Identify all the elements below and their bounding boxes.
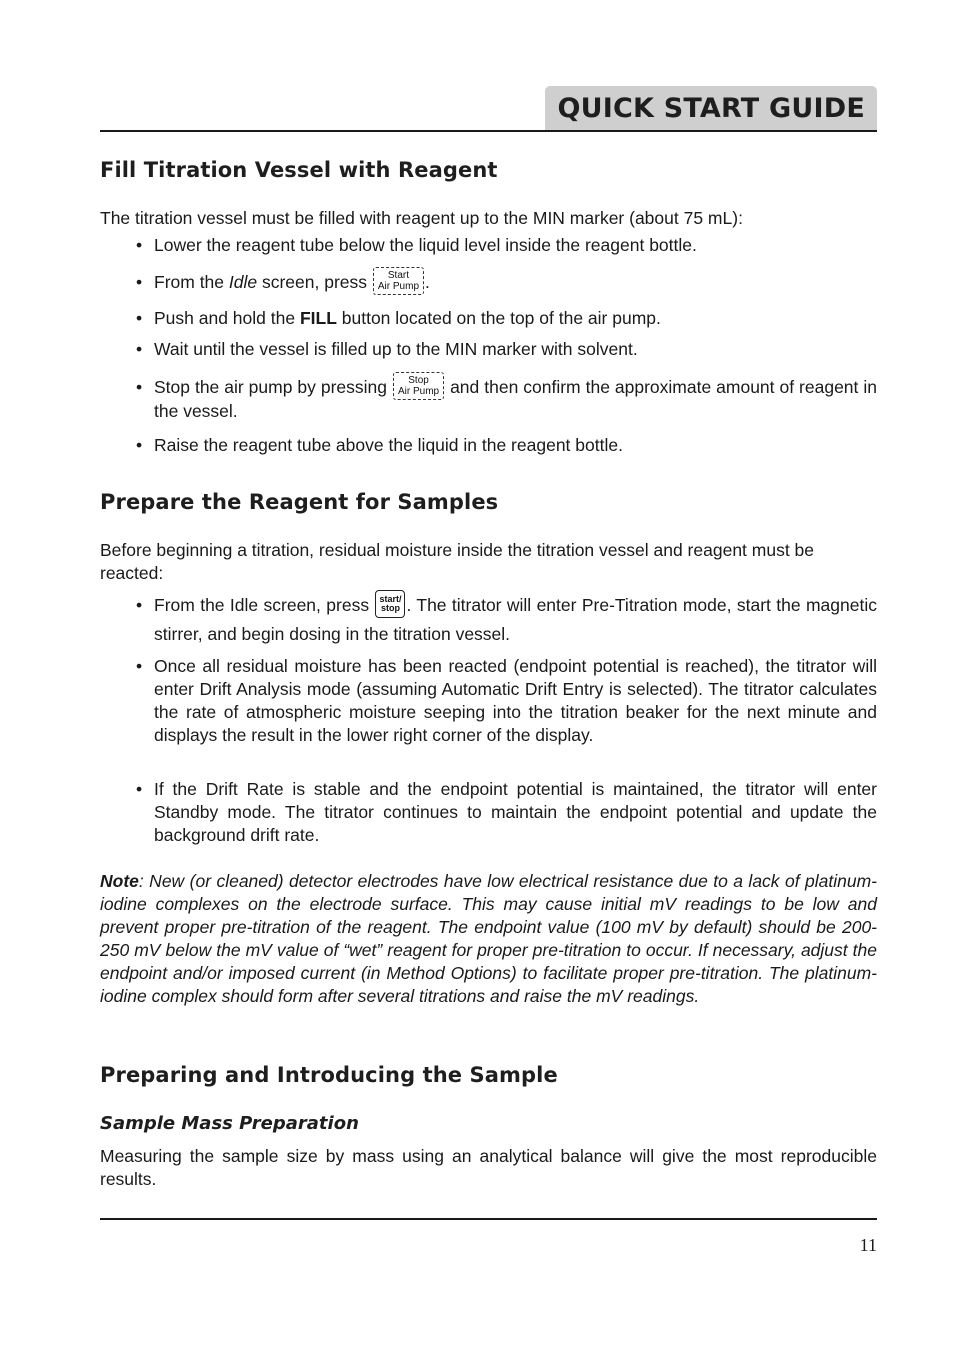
list-item: • Raise the reagent tube above the liquid in the reagent bottle. — [136, 435, 623, 455]
section-title-preparing-sample: Preparing and Introducing the Sample — [100, 1063, 558, 1087]
list-item: • Once all residual moisture has been reacted (endpoint potential is reached), the titrator will enter Drift Analysis mode (assuming Automatic Drift Entry is selected). The titrator calculates the rate of atmospheric moisture seeping into the titration beaker for the next minute and displays the result in the lower right corner of the display. — [136, 656, 877, 745]
section-tab-title: QUICK START GUIDE — [545, 86, 877, 131]
section-title-fill-vessel: Fill Titration Vessel with Reagent — [100, 158, 498, 182]
section1-intro: The titration vessel must be filled with reagent up to the MIN marker (about 75 mL): — [100, 208, 743, 228]
footer-rule — [100, 1218, 877, 1220]
list-item: • Wait until the vessel is filled up to the MIN marker with solvent. — [136, 339, 638, 359]
stop-air-pump-key-icon: Stop Air Pump — [393, 372, 444, 400]
section3-text: Measuring the sample size by mass using an analytical balance will give the most reproducible results. — [100, 1146, 877, 1189]
header-rule — [100, 130, 877, 132]
start-air-pump-key-icon: Start Air Pump — [373, 267, 424, 295]
section2-intro: Before beginning a titration, residual moisture inside the titration vessel and reagent must be reacted: — [100, 540, 815, 583]
section-title-prepare-reagent: Prepare the Reagent for Samples — [100, 490, 499, 514]
list-item: • If the Drift Rate is stable and the endpoint potential is maintained, the titrator will enter Standby mode. The titrator continues to maintain the endpoint potential and update the background drift rate. — [136, 779, 877, 845]
note-paragraph: Note: New (or cleaned) detector electrodes have low electrical resistance due to a lack of platinum-iodine complexes on the electrode surface. This may cause initial mV readings to be low and prevent proper pre-titration of the reagent. The endpoint value (100 mV by default) should be 200-250 mV below the mV value of “wet” reagent for proper pre-titration to occur. If necessary, adjust the endpoint and/or imposed current (in Method Options) to facilitate proper pre-titration. The platinum-iodine complex should form after several titrations and raise the mV readings. — [100, 871, 877, 1006]
list-item: • Push and hold the FILL button located on the top of the air pump. — [136, 308, 661, 328]
page-number: 11 — [859, 1235, 877, 1255]
subsection-title-sample-mass: Sample Mass Preparation — [100, 1113, 359, 1134]
note-label: Note — [100, 871, 139, 891]
manual-page — [100, 0, 877, 1351]
list-item: • Stop the air pump by pressing Stop Air Pump and then confirm the approximate amount of reagent in the vessel. — [154, 376, 877, 423]
start-stop-key-icon: start/ stop — [375, 590, 405, 618]
list-item: • Lower the reagent tube below the liquid level inside the reagent bottle. — [136, 235, 697, 255]
list-item: • From the Idle screen, press start/ stop . The titrator will enter Pre-Titration mode, start the magnetic stirrer, and begin dosing in the titration vessel. — [154, 594, 877, 649]
list-item: • From the Idle screen, press Start Air Pump . — [154, 271, 877, 295]
